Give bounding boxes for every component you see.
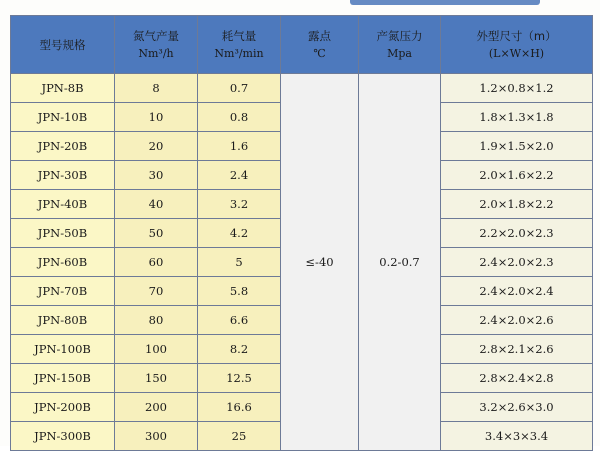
cell-nitrogen-output: 70 — [115, 277, 198, 306]
cell-dimensions: 2.4×2.0×2.3 — [441, 248, 593, 277]
cell-model: JPN-8B — [11, 74, 115, 103]
cell-dimensions: 2.2×2.0×2.3 — [441, 219, 593, 248]
header-dimensions-label: 外型尺寸（m） — [476, 28, 557, 43]
cell-model: JPN-20B — [11, 132, 115, 161]
cell-nitrogen-output: 300 — [115, 422, 198, 451]
cell-model: JPN-80B — [11, 306, 115, 335]
header-pressure-label: 产氮压力 — [376, 28, 423, 43]
cell-nitrogen-output: 8 — [115, 74, 198, 103]
cell-air-consumption: 6.6 — [198, 306, 281, 335]
cell-model: JPN-10B — [11, 103, 115, 132]
header-dew-point-unit: ℃ — [313, 46, 326, 60]
cell-air-consumption: 4.2 — [198, 219, 281, 248]
cell-nitrogen-output: 150 — [115, 364, 198, 393]
table-body — [11, 74, 593, 451]
header-dimensions-unit: (L×W×H) — [488, 46, 545, 60]
cell-dimensions: 1.8×1.3×1.8 — [441, 103, 593, 132]
header-pressure-unit: Mpa — [387, 46, 412, 60]
cell-pressure: 0.2-0.7 — [359, 74, 441, 451]
cell-dimensions: 2.0×1.6×2.2 — [441, 161, 593, 190]
cell-nitrogen-output: 50 — [115, 219, 198, 248]
cell-model: JPN-150B — [11, 364, 115, 393]
cell-model: JPN-100B — [11, 335, 115, 364]
header-nitrogen-output — [115, 16, 198, 74]
cell-dimensions: 2.4×2.0×2.6 — [441, 306, 593, 335]
cell-model: JPN-50B — [11, 219, 115, 248]
header-model — [11, 16, 115, 74]
cell-dimensions: 3.2×2.6×3.0 — [441, 393, 593, 422]
cell-dimensions: 2.8×2.1×2.6 — [441, 335, 593, 364]
cell-dimensions: 2.8×2.4×2.8 — [441, 364, 593, 393]
header-dimensions — [441, 16, 593, 74]
nitrogen-generator-spec-table — [10, 15, 593, 451]
cell-dimensions: 2.0×1.8×2.2 — [441, 190, 593, 219]
cell-dimensions: 3.4×3×3.4 — [441, 422, 593, 451]
cell-model: JPN-40B — [11, 190, 115, 219]
header-nitrogen-output-unit: Nm³/h — [138, 46, 174, 60]
cell-dimensions: 2.4×2.0×2.4 — [441, 277, 593, 306]
cell-air-consumption: 16.6 — [198, 393, 281, 422]
header-dew-point — [281, 16, 359, 74]
decorative-title-bar — [350, 0, 540, 5]
cell-air-consumption: 25 — [198, 422, 281, 451]
header-air-consumption-label: 耗气量 — [221, 28, 257, 43]
header-pressure — [359, 16, 441, 74]
cell-nitrogen-output: 10 — [115, 103, 198, 132]
cell-model: JPN-60B — [11, 248, 115, 277]
cell-air-consumption: 2.4 — [198, 161, 281, 190]
cell-nitrogen-output: 60 — [115, 248, 198, 277]
cell-nitrogen-output: 20 — [115, 132, 198, 161]
cell-air-consumption: 5.8 — [198, 277, 281, 306]
table-row — [11, 74, 593, 103]
header-air-consumption-unit: Nm³/min — [214, 46, 264, 60]
cell-nitrogen-output: 200 — [115, 393, 198, 422]
cell-nitrogen-output: 100 — [115, 335, 198, 364]
cell-nitrogen-output: 80 — [115, 306, 198, 335]
cell-air-consumption: 8.2 — [198, 335, 281, 364]
cell-air-consumption: 3.2 — [198, 190, 281, 219]
cell-model: JPN-30B — [11, 161, 115, 190]
cell-model: JPN-70B — [11, 277, 115, 306]
cell-air-consumption: 0.8 — [198, 103, 281, 132]
header-nitrogen-output-label: 氮气产量 — [133, 28, 179, 43]
cell-model: JPN-200B — [11, 393, 115, 422]
header-model-label: 型号规格 — [39, 37, 86, 52]
cell-air-consumption: 12.5 — [198, 364, 281, 393]
cell-air-consumption: 1.6 — [198, 132, 281, 161]
cell-air-consumption: 0.7 — [198, 74, 281, 103]
cell-dimensions: 1.9×1.5×2.0 — [441, 132, 593, 161]
header-dew-point-label: 露点 — [308, 28, 331, 43]
cell-dimensions: 1.2×0.8×1.2 — [441, 74, 593, 103]
cell-model: JPN-300B — [11, 422, 115, 451]
cell-nitrogen-output: 40 — [115, 190, 198, 219]
table-header-row — [11, 16, 593, 74]
cell-dew-point: ≤-40 — [281, 74, 359, 451]
cell-nitrogen-output: 30 — [115, 161, 198, 190]
cell-air-consumption: 5 — [198, 248, 281, 277]
header-air-consumption — [198, 16, 281, 74]
